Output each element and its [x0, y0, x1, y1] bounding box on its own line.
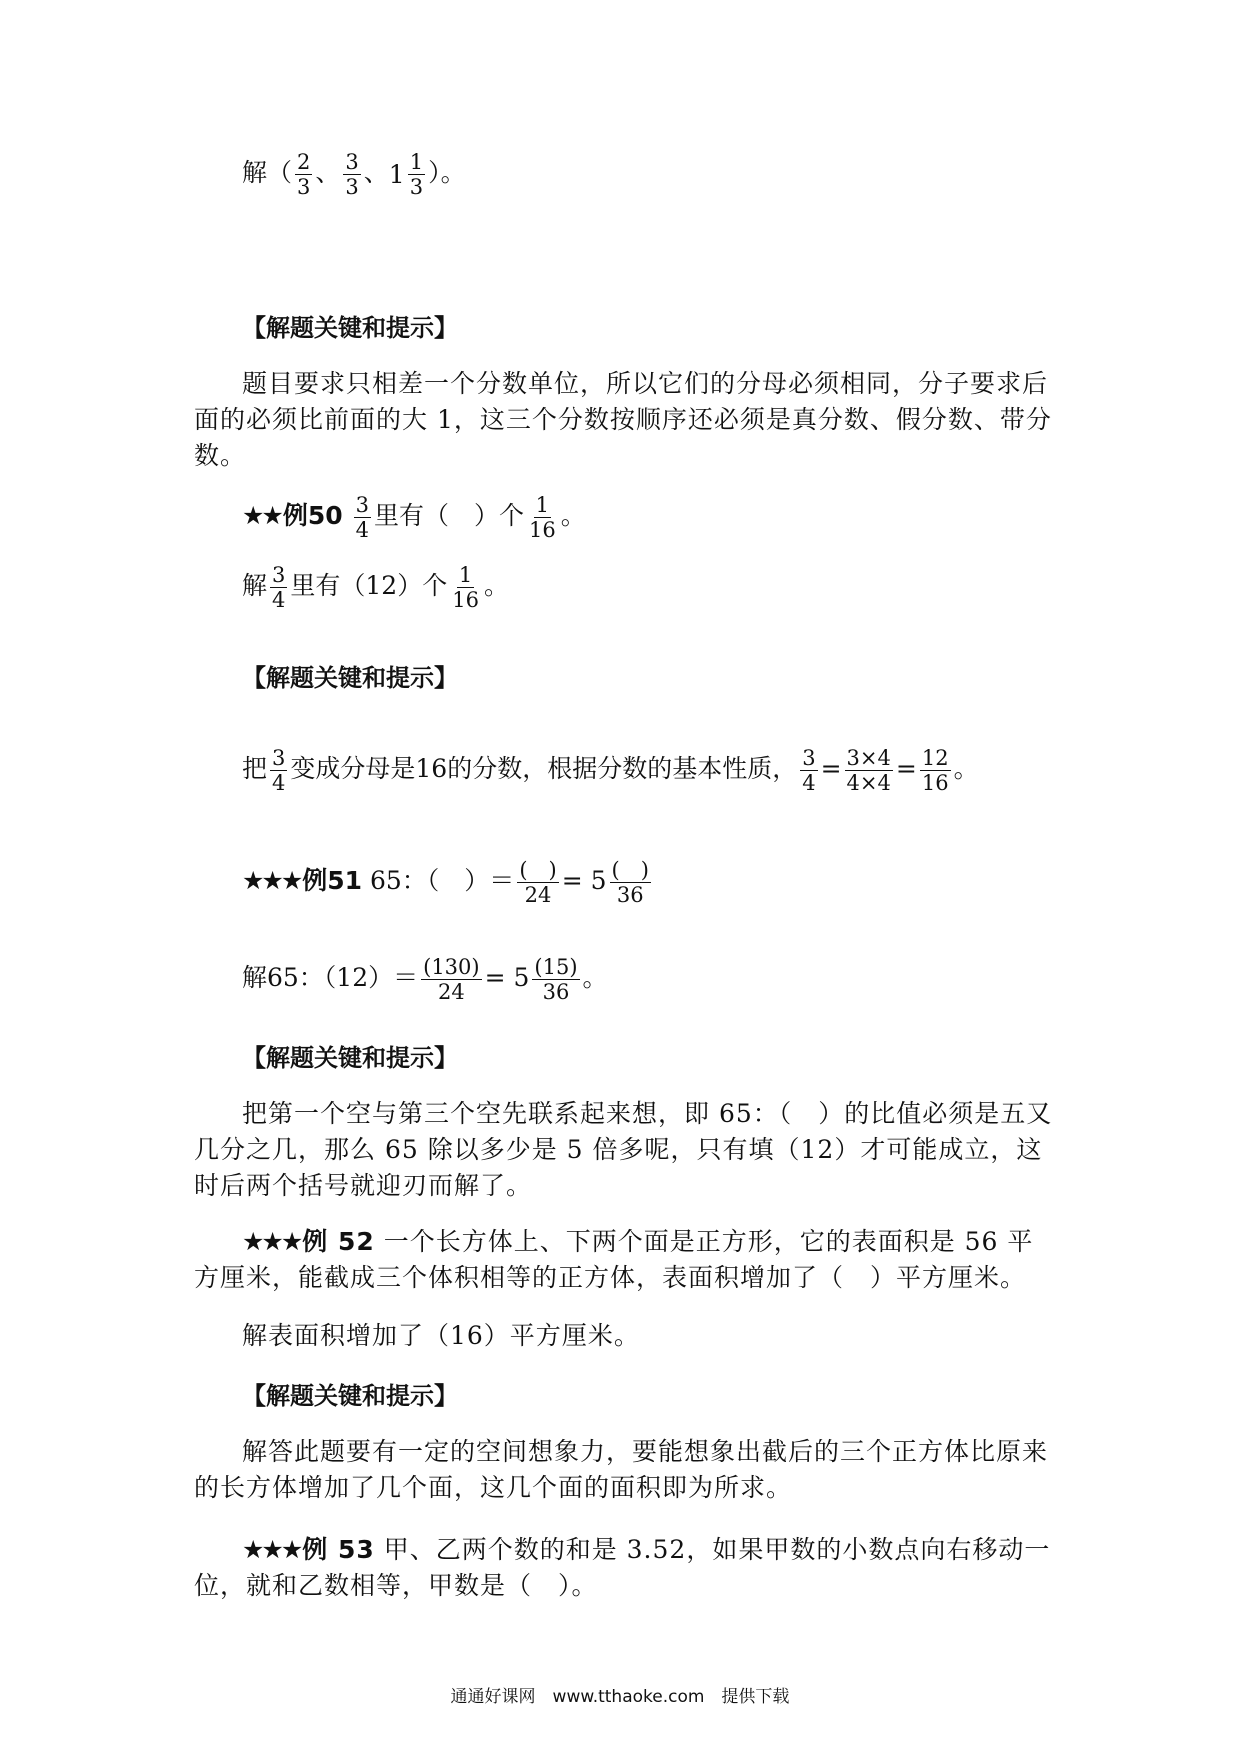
fraction: $\frac{3}{4}$ [355, 493, 369, 542]
answer-52: 解表面积增加了（16）平方厘米。 [242, 1321, 640, 1350]
fraction: $\frac{3\times 4}{4\times 4}$ [846, 746, 891, 795]
fraction: $\frac{3}{4}$ [272, 563, 286, 612]
mixed-number: 1 $\frac{1}{3}$ [388, 150, 424, 199]
hint-50: 把 $\frac{3}{4}$ 变成分母是16的分数，根据分数的基本性质， $\frac{3}{4}$ = $\frac{3\times 4}{4\times 4}$ = $\frac{12}{16}$ 。 [242, 746, 979, 795]
example-label: 例51 [302, 866, 363, 895]
section-heading: 【解题关键和提示】 [242, 314, 458, 342]
fraction: $\frac{12}{16}$ [921, 746, 949, 795]
section-heading: 【解题关键和提示】 [242, 1382, 458, 1410]
answer-51: 解65：（12）＝ $\frac{(130)}{24}$ = 5 $\frac{(15)}{36}$ 。 [242, 955, 608, 1004]
hint-paragraph: 解答此题要有一定的空间想象力，要能想象出截后的三个正方体比原来的长方体增加了几个面，这几个面的面积即为所求。 [194, 1437, 1049, 1502]
example-label: 例 52 [302, 1227, 375, 1256]
section-heading: 【解题关键和提示】 [242, 1044, 458, 1072]
example-53: ★★★例 53 甲、乙两个数的和是 3.52，如果甲数的小数点向右移动一位，就和乙数相等，甲数是（ ）。 [194, 1535, 1051, 1600]
fraction: $\frac{( )}{36}$ [611, 858, 649, 907]
difficulty-stars: ★★ [242, 501, 281, 530]
fraction: $\frac{(130)}{24}$ [423, 955, 480, 1004]
fraction: $\frac{( )}{24}$ [519, 858, 557, 907]
fraction: $\frac{3}{4}$ [272, 746, 286, 795]
fraction: $\frac{2}{3}$ [297, 150, 311, 199]
fraction: $\frac{(15)}{36}$ [534, 955, 578, 1004]
example-label: 例 53 [302, 1535, 375, 1564]
difficulty-stars: ★★★ [242, 866, 301, 895]
answer-49: 解（ $\frac{2}{3}$ 、 $\frac{3}{3}$ 、 1 $\frac{1}{3}$ ）。 [242, 150, 466, 199]
hint-paragraph: 把第一个空与第三个空先联系起来想，即 65：（ ）的比值必须是五又几分之几，那么 65 除以多少是 5 倍多呢，只有填（12）才可能成立，这时后两个括号就迎刃而解了。 [194, 1099, 1053, 1200]
fraction: $\frac{3}{3}$ [345, 150, 359, 199]
fraction: $\frac{1}{16}$ [452, 563, 479, 612]
example-label: 例50 [282, 501, 343, 530]
fraction: $\frac{3}{4}$ [802, 746, 816, 795]
page-footer: 通通好课网 www.tthaoke.com 提供下载 [450, 1687, 790, 1707]
section-heading: 【解题关键和提示】 [242, 664, 458, 692]
hint-paragraph: 题目要求只相差一个分数单位，所以它们的分母必须相同，分子要求后面的必须比前面的大 1，这三个分数按顺序还必须是真分数、假分数、带分数。 [194, 369, 1052, 470]
fraction: $\frac{1}{3}$ [409, 150, 424, 199]
difficulty-stars: ★★★ [242, 1227, 301, 1256]
example-52: ★★★例 52 一个长方体上、下两个面是正方形，它的表面积是 56 平方厘米，能截成三个体积相等的正方体，表面积增加了（ ）平方厘米。 [194, 1227, 1034, 1292]
fraction: $\frac{1}{16}$ [528, 493, 556, 542]
answer-prefix: 解（ [242, 158, 293, 187]
answer-50: 解 $\frac{3}{4}$ 里有（12）个 $\frac{1}{16}$ 。 [242, 563, 509, 612]
example-50: ★★例50 $\frac{3}{4}$ 里有（ ）个 $\frac{1}{16}$ 。 [242, 493, 586, 542]
difficulty-stars: ★★★ [242, 1535, 301, 1564]
example-51: ★★★例51 65：（ ）＝ $\frac{( )}{24}$ = 5 $\frac{( )}{36}$ [242, 858, 649, 907]
